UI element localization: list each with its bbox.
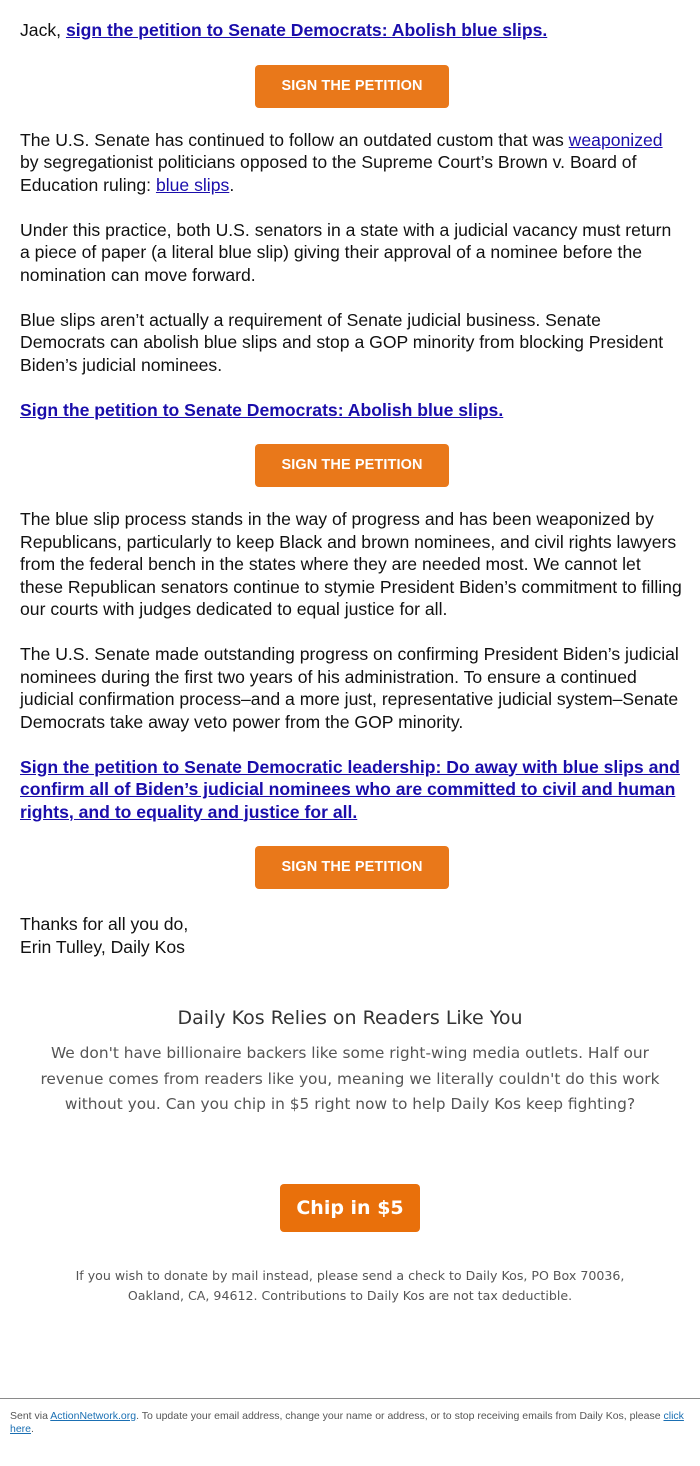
- sign-petition-button-2[interactable]: SIGN THE PETITION: [255, 444, 449, 487]
- weaponized-link[interactable]: weaponized: [568, 129, 663, 150]
- para1-middle: by segregationist politicians opposed to the Supreme Court’s Brown v. Board of Education ruling:: [20, 152, 637, 195]
- paragraph-custom: [20, 129, 684, 197]
- paragraph-requirement: Blue slips aren’t actually a requirement of Senate judicial business. Senate Democrats can abolish blue slips and stop a GOP minority from blocking President Biden’s judicial nominees.: [20, 309, 664, 375]
- footer-divider: [0, 1398, 700, 1399]
- chip-in-button[interactable]: Chip in $5: [280, 1184, 420, 1232]
- signoff: [20, 913, 684, 958]
- footer-prefix: Sent via: [10, 1410, 51, 1422]
- appeal-title: Daily Kos Relies on Readers Like You: [177, 1007, 523, 1029]
- paragraph-progress: The U.S. Senate made outstanding progress on confirming President Biden’s judicial nominees during the first two years of his administration. To ensure a continued judicial confirmation process–and a more just, representative judicial system–Senate Democrats take away veto power from the GOP minority.: [20, 644, 679, 732]
- paragraph-process: The blue slip process stands in the way of progress and has been weaponized by Republicans, particularly to keep Black and brown nominees, and civil rights lawyers from the federal bench in the states where they are needed most. We cannot let these Republican senators continue to stymie President Biden’s commitment to filling our courts with judges dedicated to equal justice for all.: [20, 509, 682, 619]
- petition-link-1[interactable]: Sign the petition to Senate Democrats: Abolish blue slips.: [20, 399, 504, 420]
- mail-donation-note: If you wish to donate by mail instead, please send a check to Daily Kos, PO Box 70036, Oakland, CA, 94612. Contributions to Daily Kos are not tax deductible.: [75, 1268, 625, 1303]
- unsubscribe-link[interactable]: click here: [10, 1410, 684, 1435]
- footer-middle: . To update your email address, change your name or address, or to stop receiving emails from Daily Kos, please: [136, 1410, 664, 1422]
- sign-petition-button-1[interactable]: SIGN THE PETITION: [255, 65, 449, 108]
- intro-petition-link[interactable]: sign the petition to Senate Democrats: Abolish blue slips.: [65, 20, 548, 40]
- greeting: Jack,: [20, 20, 66, 40]
- sign-button-wrap-1: [20, 65, 684, 108]
- signoff-line-1: Thanks for all you do,: [20, 914, 189, 934]
- email-body: [20, 0, 684, 958]
- blue-slips-link[interactable]: blue slips: [155, 174, 230, 195]
- intro-line: [20, 19, 684, 42]
- petition-link-2[interactable]: Sign the petition to Senate Democratic leadership: Do away with blue slips and confirm all of Biden’s judicial nominees who are committed to civil and human rights, and to equality and justice for all.: [20, 756, 680, 822]
- sign-button-wrap-2: [20, 444, 684, 487]
- appeal-body: We don't have billionaire backers like some right-wing media outlets. Half our revenue comes from readers like you, meaning we literally couldn't do this work without you. Can you chip in $5 right now to help Daily Kos keep fighting?: [40, 1044, 660, 1113]
- sign-button-wrap-3: [20, 846, 684, 889]
- footer: [10, 1410, 690, 1436]
- sign-petition-button-3[interactable]: SIGN THE PETITION: [255, 846, 449, 889]
- para1-after: .: [229, 174, 235, 195]
- footer-suffix: .: [31, 1423, 34, 1435]
- actionnetwork-link[interactable]: ActionNetwork.org: [50, 1410, 137, 1422]
- signoff-line-2: Erin Tulley, Daily Kos: [20, 936, 185, 957]
- cta-link-paragraph-2: [20, 756, 684, 824]
- para1-before: The U.S. Senate has continued to follow an outdated custom that was: [20, 129, 569, 150]
- paragraph-practice: Under this practice, both U.S. senators in a state with a judicial vacancy must return a piece of paper (a literal blue slip) giving their approval of a nominee before the nomination can move forward.: [20, 219, 672, 285]
- cta-link-paragraph-1: [20, 399, 684, 422]
